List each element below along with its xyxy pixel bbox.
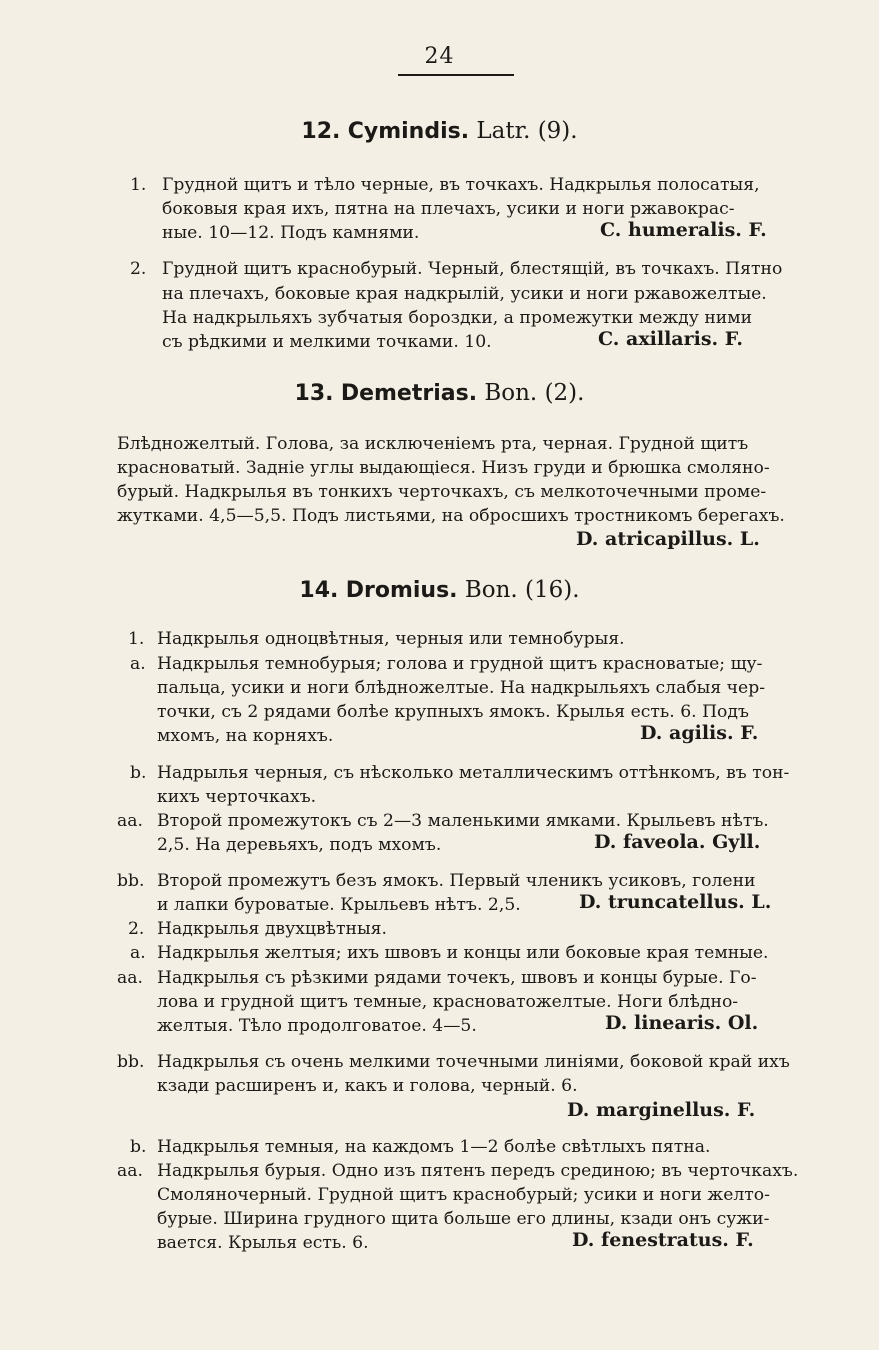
genus-heading-demetrias xyxy=(0,380,879,406)
text-line: красноватый. Задніе углы выдающіеся. Низъ груди и брюшка смоляно- xyxy=(117,458,770,478)
genus-author: Bon. xyxy=(484,380,538,406)
line-label: aa. xyxy=(117,968,143,988)
text-line: лова и грудной щитъ темные, красноватожелтые. Ноги блѣдно- xyxy=(157,992,739,1012)
genus-species-count: (16). xyxy=(525,577,580,603)
text-line: желтыя. Тѣло продолговатое. 4—5. xyxy=(157,1016,477,1036)
genus-heading-dromius xyxy=(0,577,879,603)
text-line: бурый. Надкрылья въ тонкихъ черточкахъ, съ мелкоточечными проме- xyxy=(117,482,767,502)
text-line: и лапки буроватые. Крыльевъ нѣтъ. 2,5. xyxy=(157,895,521,915)
species-name: D. atricapillus. L. xyxy=(576,528,760,550)
genus-number: 13. xyxy=(294,381,334,406)
text-line: Смоляночерный. Грудной щитъ краснобурый; усики и ноги желто- xyxy=(157,1185,770,1205)
text-line: Надкрылья одноцвѣтныя, черныя или темнобурыя. xyxy=(157,629,625,649)
text-line: Блѣдножелтый. Голова, за исключеніемъ рта, черная. Грудной щитъ xyxy=(117,434,749,454)
genus-heading-cymindis xyxy=(0,118,879,144)
genus-author: Latr. xyxy=(476,118,531,144)
text-line: кзади расширенъ и, какъ и голова, черный. 6. xyxy=(157,1076,578,1096)
text-line: Надкрылья темныя, на каждомъ 1—2 болѣе свѣтлыхъ пятна. xyxy=(157,1137,711,1157)
text-line: точки, съ 2 рядами болѣе крупныхъ ямокъ. Крылья есть. 6. Подъ xyxy=(157,702,749,722)
text-line: Надкрылья желтыя; ихъ швовъ и концы или боковые края темные. xyxy=(157,943,769,963)
genus-species-count: (9). xyxy=(537,118,578,144)
text-line: На надкрыльяхъ зубчатыя бороздки, а промежутки между ними xyxy=(162,308,753,328)
genus-species-count: (2). xyxy=(544,380,585,406)
text-line: мхомъ, на корняхъ. xyxy=(157,726,334,746)
species-name: C. humeralis. F. xyxy=(600,219,767,241)
text-line: Второй промежутокъ съ 2—3 маленькими ямками. Крыльевъ нѣтъ. xyxy=(157,811,769,831)
text-line: Надкрылья бурыя. Одно изъ пятенъ передъ срединою; въ черточкахъ. xyxy=(157,1161,799,1181)
line-label: aa. xyxy=(117,811,143,831)
line-label: aa. xyxy=(117,1161,143,1181)
line-label: 1. xyxy=(130,175,147,195)
text-line: Надкрылья темнобурыя; голова и грудной щитъ красноватые; щу- xyxy=(157,654,763,674)
line-label: 1. xyxy=(128,629,145,649)
line-label: 2. xyxy=(128,919,145,939)
line-label: bb. xyxy=(117,871,145,891)
text-line: Надкрылья съ рѣзкими рядами точекъ, швовъ и концы бурые. Го- xyxy=(157,968,757,988)
line-label: a. xyxy=(130,943,146,963)
page-number: 24 xyxy=(424,44,455,69)
text-line: вается. Крылья есть. 6. xyxy=(157,1233,369,1253)
text-line: Второй промежутъ безъ ямокъ. Первый членикъ усиковъ, голени xyxy=(157,871,756,891)
species-name: D. agilis. F. xyxy=(640,722,759,744)
text-line: на плечахъ, боковые края надкрылій, усики и ноги ржавожелтые. xyxy=(162,284,767,304)
text-line: кихъ черточкахъ. xyxy=(157,787,317,807)
genus-number: 14. xyxy=(299,578,339,603)
line-label: a. xyxy=(130,654,146,674)
text-line: пальца, усики и ноги блѣдножелтые. На надкрыльяхъ слабыя чер- xyxy=(157,678,765,698)
line-label: bb. xyxy=(117,1052,145,1072)
species-name: D. linearis. Ol. xyxy=(605,1012,759,1034)
text-line: бурые. Ширина грудного щита больше его длины, кзади онъ сужи- xyxy=(157,1209,770,1229)
line-label: b. xyxy=(130,1137,147,1157)
line-label: b. xyxy=(130,763,147,783)
text-line: съ рѣдкими и мелкими точками. 10. xyxy=(162,332,492,352)
genus-name: Dromius. xyxy=(345,578,458,603)
text-line: 2,5. На деревьяхъ, подъ мхомъ. xyxy=(157,835,442,855)
text-line: боковыя края ихъ, пятна на плечахъ, усики и ноги ржавокрас- xyxy=(162,199,735,219)
species-name: D. marginellus. F. xyxy=(567,1099,756,1121)
text-line: ные. 10—12. Подъ камнями. xyxy=(162,223,420,243)
text-line: Надрылья черныя, съ нѣсколько металлическимъ оттѣнкомъ, въ тон- xyxy=(157,763,790,783)
text-line: Надкрылья съ очень мелкими точечными линіями, боковой край ихъ xyxy=(157,1052,790,1072)
species-name: D. faveola. Gyll. xyxy=(594,831,761,853)
text-line: Надкрылья двухцвѣтныя. xyxy=(157,919,387,939)
line-label: 2. xyxy=(130,259,147,279)
text-line: Грудной щитъ краснобурый. Черный, блестящій, въ точкахъ. Пятно xyxy=(162,259,783,279)
species-name: D. truncatellus. L. xyxy=(579,891,772,913)
genus-name: Cymindis. xyxy=(347,119,470,144)
genus-author: Bon. xyxy=(464,577,518,603)
genus-number: 12. xyxy=(301,119,341,144)
genus-name: Demetrias. xyxy=(340,381,478,406)
text-line: жутками. 4,5—5,5. Подъ листьями, на обросшихъ тростникомъ берегахъ. xyxy=(117,506,785,526)
species-name: D. fenestratus. F. xyxy=(572,1229,754,1251)
text-line: Грудной щитъ и тѣло черные, въ точкахъ. Надкрылья полосатыя, xyxy=(162,175,760,195)
page-number-rule xyxy=(398,74,514,76)
species-name: C. axillaris. F. xyxy=(598,328,743,350)
